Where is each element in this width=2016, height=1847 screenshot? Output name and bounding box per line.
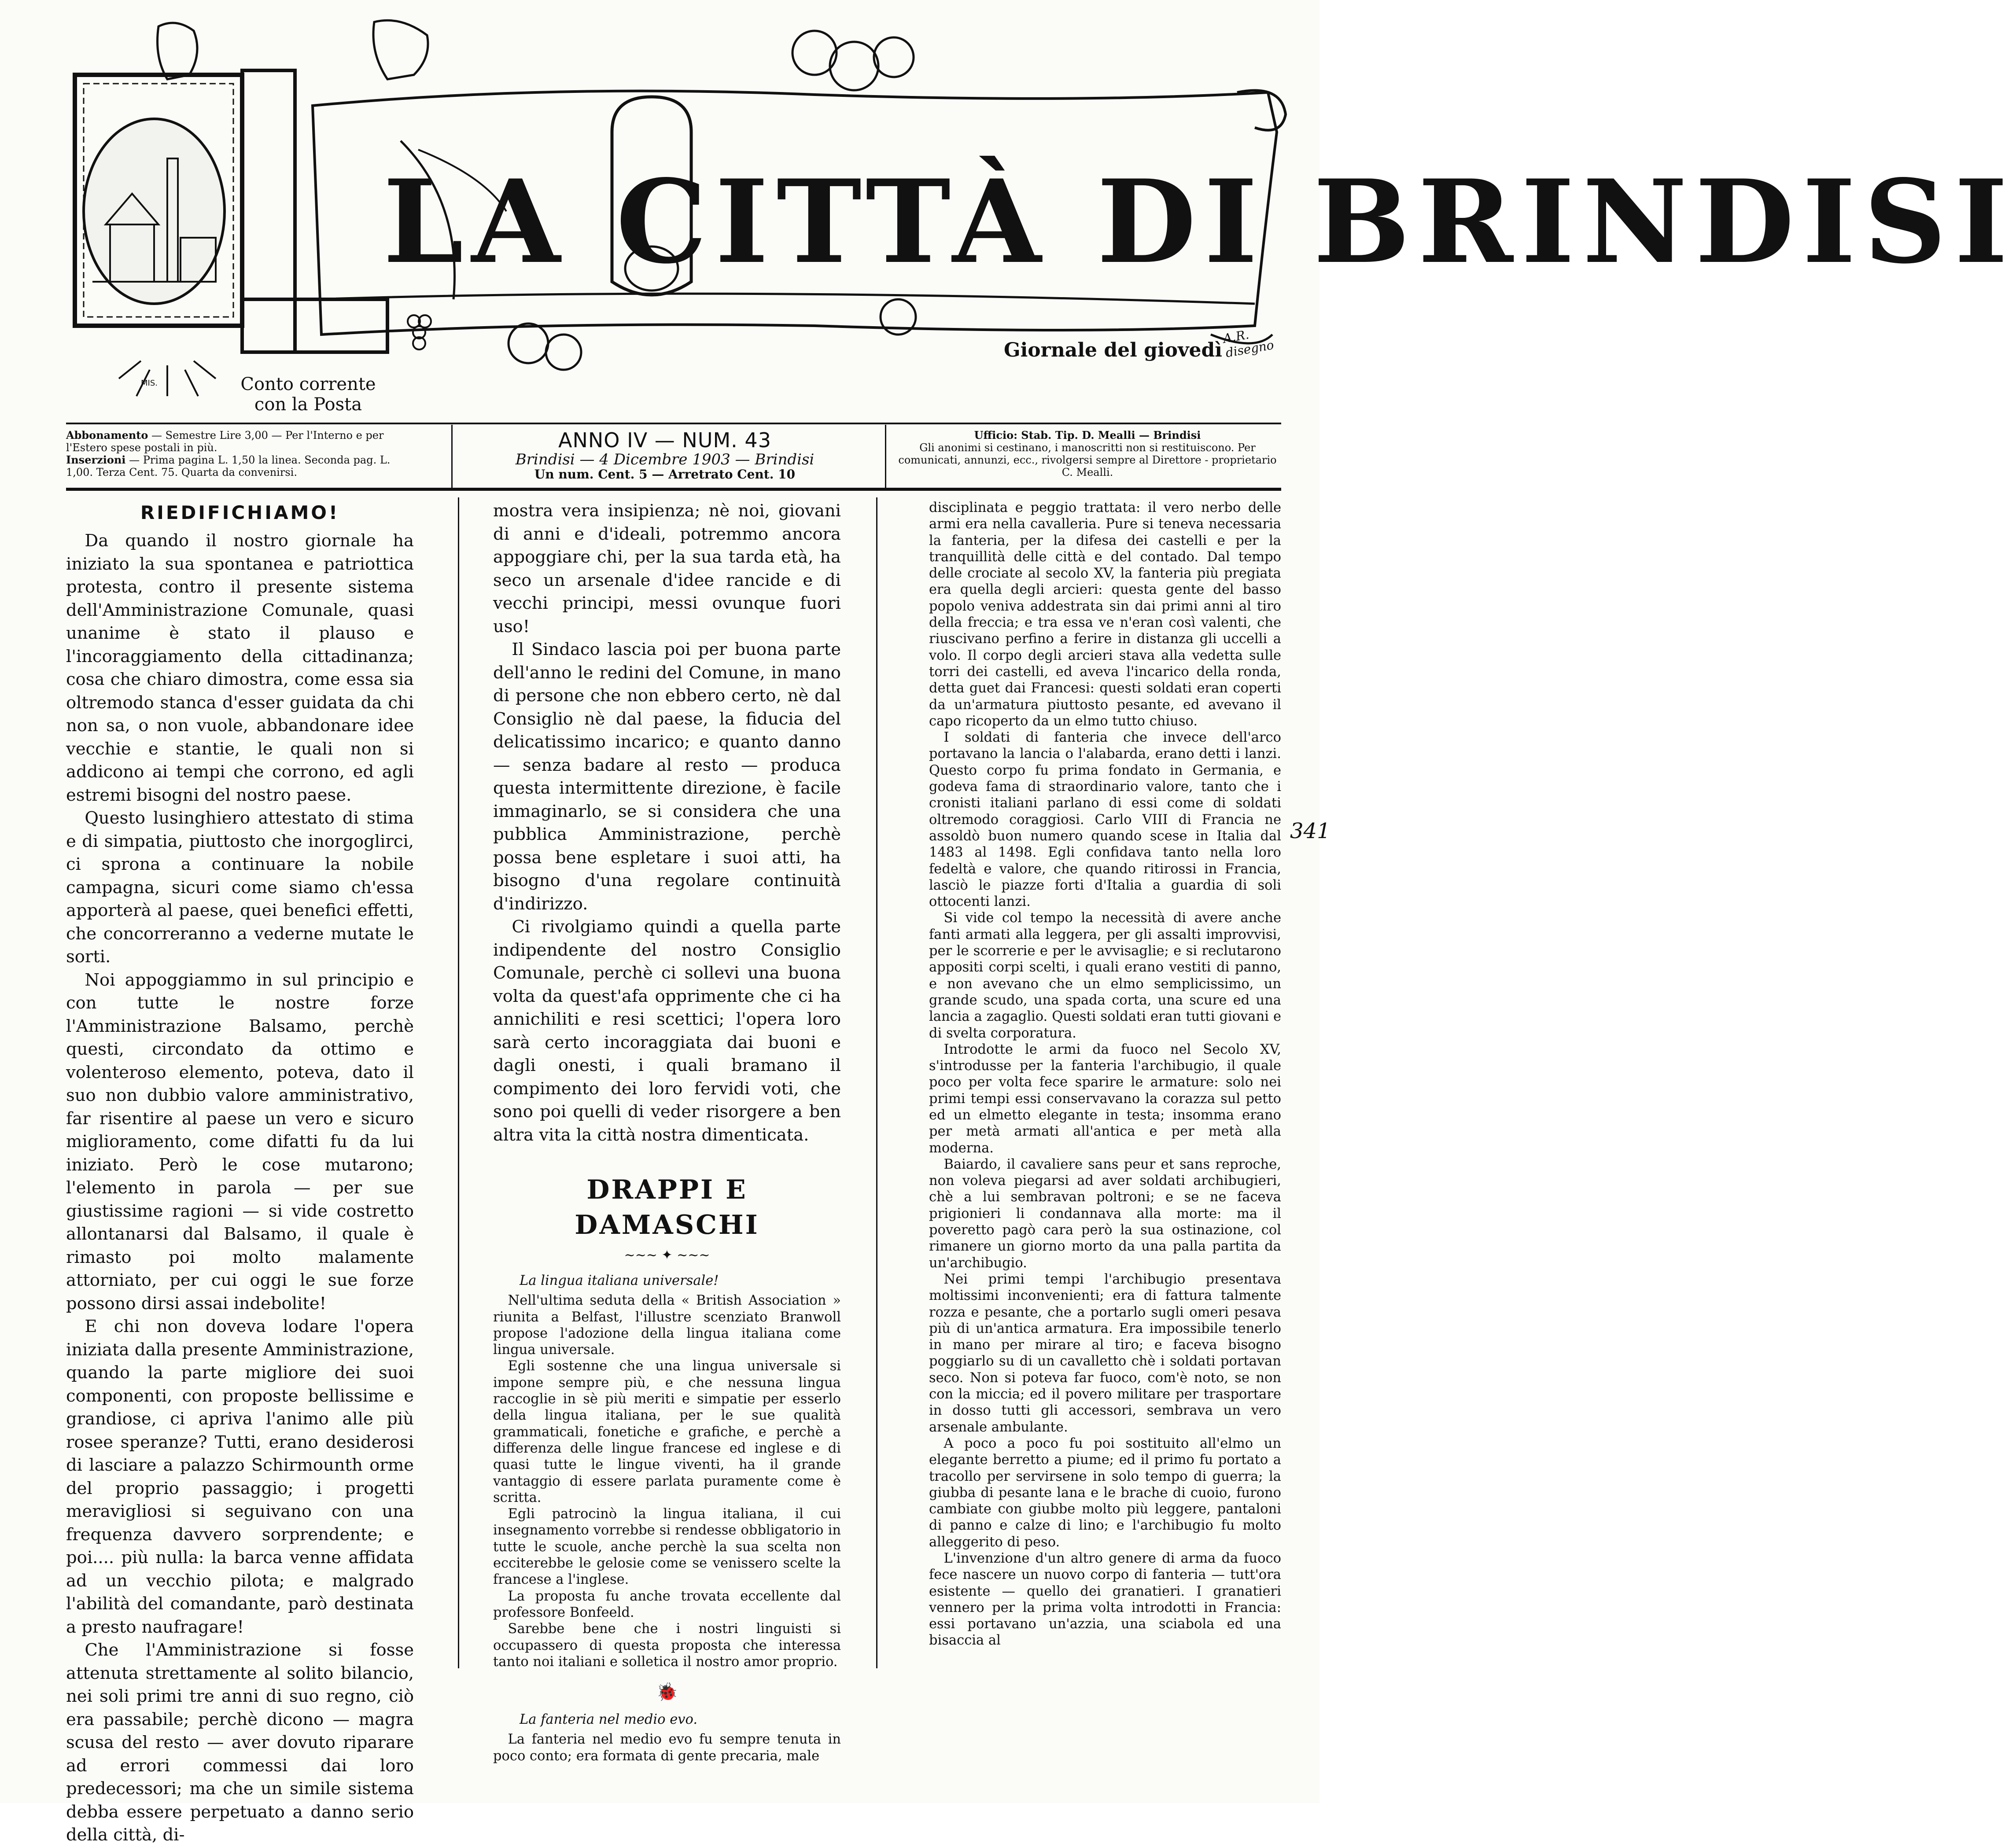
paragraph: Noi appoggiammo in sul principio e con tutte le nostre forze l'Amministrazione Balsamo, perchè questi, circondato da ottimo e volenteroso elemento, poteva, dato il suo non dubbio valore amministrativo, far risentire al paese un vero e sicuro miglioramento, come difatti fu da lui iniziato. Però le cose mutarono; l'elemento in parola — per sue giustissime ragioni — si vide costretto allontanarsi dal Balsamo, il quale è rimasto poi molto malamente attorniato, per cui oggi le sue forze possono dirsi assai indebolite! <box>66 970 414 1314</box>
issue-number: ANNO IV — NUM. 43 <box>558 428 771 452</box>
paragraph: Si vide col tempo la necessità di avere anche fanti armati alla leggera, per gli assalti improvvisi, per le scorrerie e per le avvisaglie; e si reclutarono appositi corpi scelti, i quali erano vestiti di panno, e non avevano che un elmo semplicissimo, un grande scudo, una spada corta, una scure ed una lancia a zagaglio. Questi soldati eran tutti giovani e di svelta corporatura. <box>929 910 1281 1041</box>
editorial-notice: Gli anonimi si cestinano, i manoscritti non si restituiscono. Per comunicati, annunzi, ecc., rivolgersi sempre al Direttore - proprietario C. Mealli. <box>898 442 1277 478</box>
masthead <box>66 18 2016 414</box>
office-address: Ufficio: Stab. Tip. D. Mealli — Brindisi <box>974 429 1201 442</box>
info-divider-right <box>885 425 886 489</box>
artist-mark: MIS. <box>141 379 158 388</box>
article-title-riedifichiamo: RIEDIFICHIAMO! <box>140 502 340 523</box>
ladybug-divider-icon: 🐞 <box>656 1682 678 1703</box>
insertions-text: — Prima pagina L. 1,50 la linea. Seconda pag. L. 1,00. Terza Cent. 75. Quarta da convenirsi. <box>66 454 391 478</box>
conto-corrente-note: Conto corrente con la Posta <box>240 374 376 415</box>
margin-page-number: 341 <box>1290 819 1330 843</box>
paragraph: E chi non doveva lodare l'opera iniziata dalla presente Amministrazione, quando la parte migliore dei suoi componenti, con proposte bellissime e grandiose, ci apriva l'animo alle più rosee speranze? Tutti, erano desiderosi di lasciare a palazzo Schirmounth orme del proprio passaggio; i progetti meravigliosi si seguivano con una frequenza davvero sorprendente; e poi.... più nulla: la barca venne affidata ad un vecchio pilota; e malgrado l'abilità del comandante, parò destinata a presto naufragare! <box>66 1317 414 1637</box>
column-1 <box>66 500 414 1847</box>
masthead-subtitle: Giornale del giovedì <box>1004 339 1223 361</box>
office-info <box>894 429 1281 478</box>
paragraph: Da quando il nostro giornale ha iniziato la sua spontanea e patriottica protesta, contro il presente sistema dell'Amministrazione Comunale, quasi unanime è stato il plauso e l'incoraggiamento della cittadinanza; cosa che chiaro dimostra, come essa sia oltremodo stanca d'esser guidata da chi non sa, o non vuole, abbandonare idee vecchie e stantie, le quali non si addicono ai tempi che corrono, ed agli estremi bisogni del nostro paese. <box>66 531 414 805</box>
masthead-title: LA CITTÀ DI BRINDISI <box>383 155 2016 289</box>
top-rule <box>66 423 1281 424</box>
subscription-label: Abbonamento <box>66 429 148 442</box>
subsection-title: La lingua italiana universale! <box>520 1273 719 1288</box>
paragraph: La fanteria nel medio evo fu sempre tenuta in poco conto; era formata di gente precaria, male <box>493 1732 841 1764</box>
paragraph: La proposta fu anche trovata eccellente dal professore Bonfeeld. <box>493 1588 841 1620</box>
paragraph: Nell'ultima seduta della « British Association » riunita a Belfast, l'illustre scenziato Branwoll propose l'adozione della lingua italiana come lingua universale. <box>493 1293 841 1358</box>
subscription-text: — Semestre Lire 3,00 — Per l'Interno e per l'Estero spese postali in più. <box>66 429 384 454</box>
paragraph: L'invenzione d'un altro genere di arma da fuoco fece nascere un nuovo corpo di fanteria — tutt'ora esistente — quello dei granatieri. I granatieri vennero per la prima volta introdotti in Francia: essi portavano un'azzia, una sciabola ed una bisaccia al <box>929 1551 1281 1648</box>
paragraph: Baiardo, il cavaliere sans peur et sans reproche, non voleva piegarsi ad aver soldati archibugieri, chè a lui sembravan poltroni; e se ne faceva prigionieri li condannava alla morte: ma il poveretto pagò cara però la sua ostinazione, col rimanere un giorno morto da una palla partita da un'archibugio. <box>929 1156 1281 1271</box>
info-bottom-rule <box>66 488 1281 491</box>
column-divider-1 <box>458 497 459 1668</box>
subscription-info <box>66 429 418 478</box>
paragraph: Introdotte le armi da fuoco nel Secolo XV, s'introdusse per la fanteria l'archibugio, il quale poco per volta fece sparire le armature: solo nei primi tempi essi conservavano la corazza sul petto ed un elmetto elegante in testa; insomma erano per metà armati all'antica e per metà alla moderna. <box>929 1041 1281 1156</box>
column-3 <box>929 500 1281 1649</box>
info-divider-left <box>451 425 453 489</box>
paragraph: Egli sostenne che una lingua universale si impone sempre più, e che nessuna lingua raccoglie in sè più meriti e simpatie per esserlo della lingua italiana, per le sue qualità grammaticali, fonetiche e grafiche, e perchè a differenza delle lingue francese ed inglese e di quasi tutte le lingue viventi, ha il grande vantaggio di essere parlata puramente come è scritta. <box>493 1358 841 1505</box>
paragraph: disciplinata e peggio trattata: il vero nerbo delle armi era nella cavalleria. Pure si teneva necessaria la fanteria, per la difesa dei castelli e per la tranquillità delle città e del contado. Dal tempo delle crociate al secolo XV, la fanteria più pregiata era quella degli arcieri: questa gente del basso popolo veniva addestrata sin dai primi anni al tiro della freccia; e tra essa ve n'eran così valenti, che riuscivano perfino a ferire in distanza gli uccelli a volo. Il corpo degli arcieri stava alla vedetta sulle torri dei castelli, ed aveva l'incarico della ronda, detta guet dai Francesi: questi soldati eran coperti da un'armatura piuttosto pesante, ed avevano il capo ricoperto da un elmo tutto chiuso. <box>929 500 1281 729</box>
section-title-drappi-e-damaschi: DRAPPI E DAMASCHI <box>575 1174 759 1240</box>
paragraph: Questo lusinghiero attestato di stima e di simpatia, piuttosto che inorgoglirci, ci sprona a continuare la nobile campagna, sicuri come siamo ch'essa apporterà al paese, quei benefici effetti, che concorreranno a vederne mutate le sorti. <box>66 808 414 967</box>
issue-info <box>467 429 863 481</box>
paragraph: A poco a poco fu poi sostituito all'elmo un elegante berretto a piume; ed il primo fu portato a tracollo per servirsene in solo tempo di guerra; la giubba di pesante lana e le brache di cuoio, furono cambiate con giubbe molto più leggere, pantaloni di panno e calze di lino; e l'archibugio fu molto alleggerito di peso. <box>929 1435 1281 1550</box>
artist-signature: A.R. disegno <box>1222 327 1275 361</box>
paragraph: Egli patrocinò la lingua italiana, il cui insegnamento vorrebbe si rendesse obbligatorio in tutte le scuole, anche perchè la sua scelta non ecciterebbe le gelosie come se venissero scelte la francese a l'inglese. <box>493 1506 841 1588</box>
subsection-title: La fanteria nel medio evo. <box>520 1712 698 1728</box>
insertions-label: Inserzioni <box>66 453 126 466</box>
issue-price: Un num. Cent. 5 — Arretrato Cent. 10 <box>534 467 796 482</box>
paragraph: Ci rivolgiamo quindi a quella parte indipendente del nostro Consiglio Comunale, perchè ci sollevi una buona volta da quest'afa opprimente che ci ha annichiliti e resi scettici; l'opera loro sarà certo incoraggiata dai buoni e dagli onesti, i quali bramano il compimento dei loro fervidi voti, che sono poi quelli di veder risorgere a ben altra vita la città nostra dimenticata. <box>493 917 841 1145</box>
paragraph: I soldati di fanteria che invece dell'arco portavano la lancia o l'alabarda, erano detti i lanzi. Questo corpo fu prima fondato in Germania, e godeva fama di straordinario valore, tanto che i cronisti italiani parlano di essi come di soldati oltremodo coraggiosi. Carlo VIII di Francia ne assoldò buon numero quando scese in Italia dal 1483 al 1498. Egli confidava tanto nella loro fedeltà e valore, che quando ritirossi in Francia, lasciò le piazze forti d'Italia a guardia di soli ottocenti lanzi. <box>929 730 1281 910</box>
paragraph: Sarebbe bene che i nostri linguisti si occupassero di questa proposta che interessa tanto noi italiani e solletica il nostro amor proprio. <box>493 1621 841 1670</box>
paragraph: Che l'Amministrazione si fosse attenuta strettamente al solito bilancio, nei soli primi tre anni di suo regno, ciò era passabile; perchè dicono — magra scusa del resto — aver dovuto riparare ad errori commessi dai loro predecessori; ma che un simile sistema debba essere perpetuato a danno serio della città, di- <box>66 1640 414 1845</box>
title-ornament: ~~~ ✦ ~~~ <box>624 1247 710 1263</box>
paragraph: mostra vera insipienza; nè noi, giovani di anni e d'ideali, potremmo ancora appoggiare chi, per la sua tarda età, ha seco un arsenale d'idee rancide e di vecchi principi, messi ovunque fuori uso! <box>493 501 841 637</box>
paragraph: Il Sindaco lascia poi per buona parte dell'anno le redini del Comune, in mano di persone che non ebbero certo, nè dal Consiglio nè dal paese, la fiducia del delicatissimo incarico; e quanto danno — senza badare al resto — produca questa intermittente direzione, è facile immaginarlo, se si considera che una pubblica Amministrazione, perchè possa bene espletare i suoi atti, ha bisogno d'una regolare continuità d'indirizzo. <box>493 640 841 914</box>
issue-date: Brindisi — 4 Dicembre 1903 — Brindisi <box>515 451 815 468</box>
column-divider-2 <box>876 497 877 1668</box>
column-2 <box>493 500 841 1764</box>
paragraph: Nei primi tempi l'archibugio presentava moltissimi inconvenienti; era di fattura talmente rozza e pesante, che a portarlo sugli omeri pesava più di un'antica armatura. Era impossibile tenerlo in mano per mirare al tiro; e faceva bisogno poggiarlo su di un cavalletto chè i soldati portavan seco. Non si poteva far fuoco, com'è noto, se non con la miccia; ed il povero militare per trasportare in dosso tutti gli accessori, sembrava un vero arsenale ambulante. <box>929 1271 1281 1435</box>
